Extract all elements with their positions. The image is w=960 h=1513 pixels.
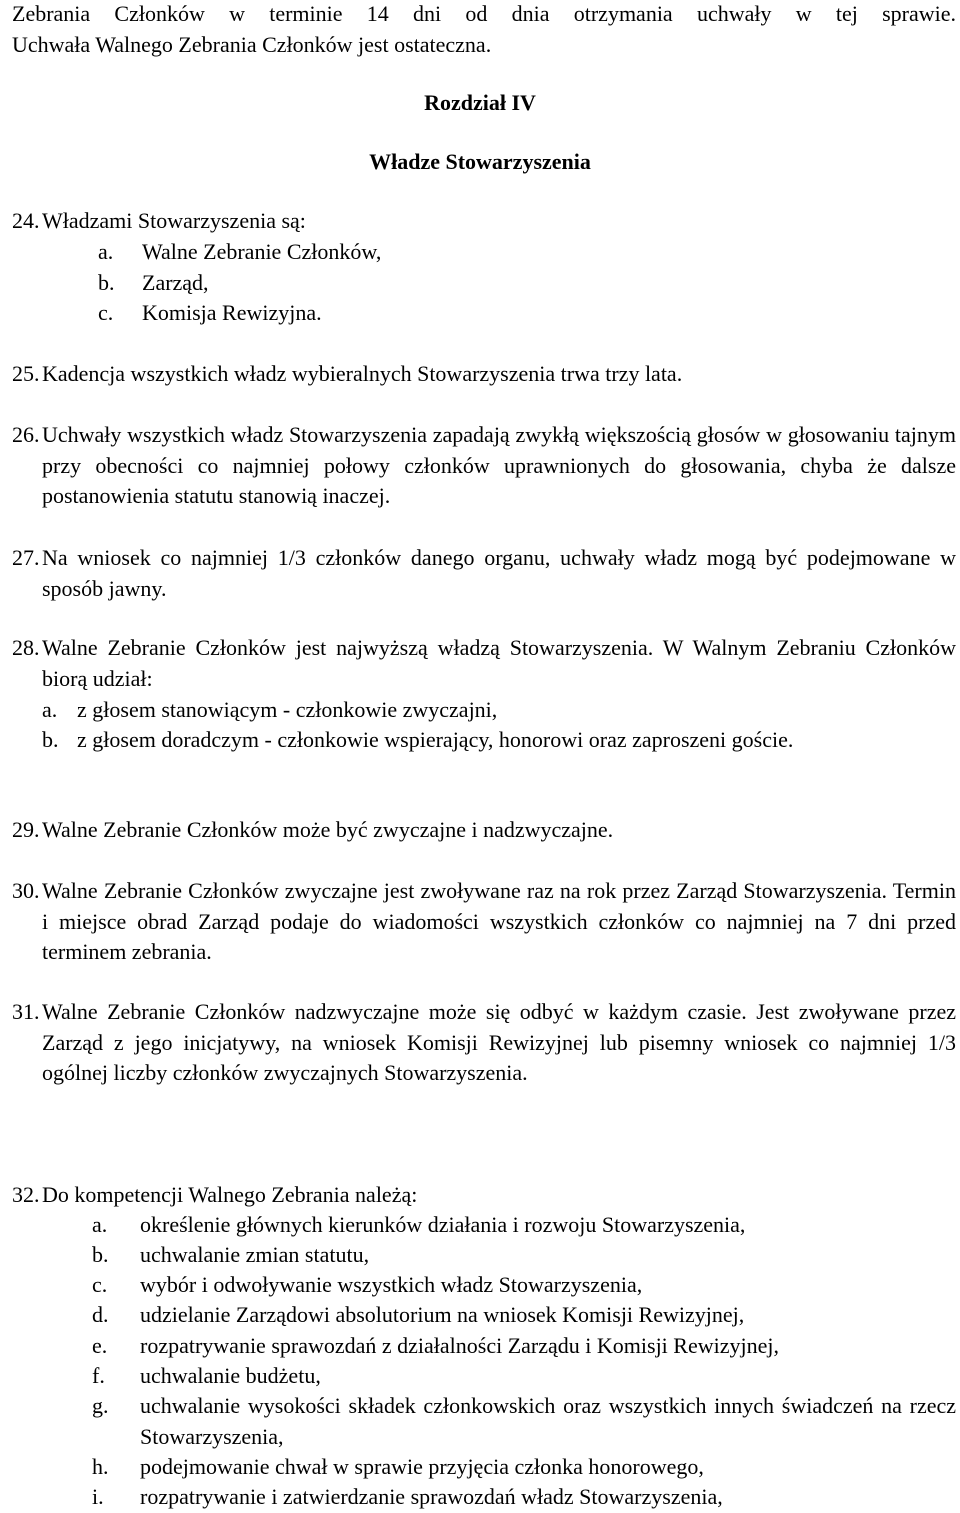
list-letter: c.	[98, 300, 114, 325]
article-27	[12, 543, 956, 604]
article-number: 29.	[12, 817, 40, 842]
list-item	[12, 1452, 956, 1483]
list-text: udzielanie Zarządowi absolutorium na wniosek Komisji Rewizyjnej,	[140, 1302, 745, 1327]
article-text: Walne Zebranie Członków może być zwyczajne i nadzwyczajne.	[42, 817, 614, 842]
article-24	[12, 206, 956, 237]
list-letter: f.	[92, 1363, 105, 1388]
list-item	[12, 1482, 956, 1513]
article-29	[12, 815, 956, 846]
list-item	[12, 1270, 956, 1301]
list-letter: a.	[98, 239, 114, 264]
list-letter: b.	[42, 727, 59, 752]
article-text: Kadencja wszystkich władz wybieralnych Stowarzyszenia trwa trzy lata.	[42, 361, 683, 386]
article-number: 30.	[12, 878, 40, 903]
intro-line-2: Uchwała Walnego Zebrania Członków jest ostateczna.	[12, 31, 492, 57]
article-number: 32.	[12, 1182, 40, 1207]
list-letter: d.	[92, 1302, 109, 1327]
list-text: Komisja Rewizyjna.	[142, 300, 322, 325]
list-item	[12, 298, 956, 329]
article-number: 27.	[12, 545, 40, 570]
article-28	[12, 633, 956, 694]
list-letter: a.	[42, 697, 58, 722]
list-text: określenie głównych kierunków działania i rozwoju Stowarzyszenia,	[140, 1212, 746, 1237]
article-number: 31.	[12, 999, 40, 1024]
article-number: 28.	[12, 635, 40, 660]
list-letter: c.	[92, 1272, 108, 1297]
list-item	[12, 1210, 956, 1241]
article-text: Uchwały wszystkich władz Stowarzyszenia zapadają zwykłą większością głosów w głosowaniu tajnym przy obecności co najmniej połowy członków uprawnionych do głosowania, chyba że dalsze postanowienia statutu stanowią inaczej.	[42, 422, 956, 509]
list-item	[12, 1240, 956, 1271]
list-letter: g.	[92, 1393, 109, 1418]
article-text: Walne Zebranie Członków jest najwyższą władzą Stowarzyszenia. W Walnym Zebraniu Członków biorą udział:	[42, 635, 956, 691]
list-text: z głosem doradczym - członkowie wspierający, honorowi oraz zaproszeni goście.	[77, 727, 794, 752]
article-30	[12, 876, 956, 968]
list-item	[12, 695, 956, 726]
list-item	[12, 268, 956, 299]
list-letter: b.	[92, 1242, 109, 1267]
list-item	[12, 1391, 956, 1452]
list-letter: b.	[98, 270, 115, 295]
list-item	[12, 725, 956, 756]
article-26	[12, 420, 956, 512]
list-letter: h.	[92, 1454, 109, 1479]
list-item	[12, 1300, 956, 1331]
article-25	[12, 359, 956, 390]
article-text: Władzami Stowarzyszenia są:	[42, 208, 306, 233]
list-text: z głosem stanowiącym - członkowie zwyczajni,	[77, 697, 498, 722]
list-text: podejmowanie chwał w sprawie przyjęcia członka honorowego,	[140, 1454, 704, 1479]
article-32	[12, 1180, 956, 1211]
list-letter: i.	[92, 1484, 104, 1509]
article-number: 26.	[12, 422, 40, 447]
list-item	[12, 1331, 956, 1362]
list-letter: e.	[92, 1333, 108, 1358]
list-text: uchwalanie wysokości składek członkowskich oraz wszystkich innych świadczeń na rzecz Stowarzyszenia,	[140, 1393, 956, 1449]
list-text: Zarząd,	[142, 270, 209, 295]
article-number: 25.	[12, 361, 40, 386]
list-text: rozpatrywanie i zatwierdzanie sprawozdań władz Stowarzyszenia,	[140, 1484, 723, 1509]
article-number: 24.	[12, 208, 40, 233]
article-text: Walne Zebranie Członków zwyczajne jest zwoływane raz na rok przez Zarząd Stowarzyszenia. Termin i miejsce obrad Zarząd podaje do wiadomości wszystkich członków co najmniej na 7 dni przed terminem zebrania.	[42, 878, 956, 965]
list-text: rozpatrywanie sprawozdań z działalności Zarządu i Komisji Rewizyjnej,	[140, 1333, 779, 1358]
list-text: wybór i odwoływanie wszystkich władz Stowarzyszenia,	[140, 1272, 643, 1297]
article-text: Na wniosek co najmniej 1/3 członków danego organu, uchwały władz mogą być podejmowane w sposób jawny.	[42, 545, 956, 601]
list-text: uchwalanie budżetu,	[140, 1363, 321, 1388]
intro-line-1: Zebrania Członków w terminie 14 dni od dnia otrzymania uchwały w tej sprawie.	[12, 1, 956, 26]
chapter-title: Władze Stowarzyszenia	[369, 149, 591, 174]
intro-paragraph	[12, 0, 956, 60]
list-item	[12, 237, 956, 268]
list-text: Walne Zebranie Członków,	[142, 239, 382, 264]
article-text: Do kompetencji Walnego Zebrania należą:	[42, 1182, 418, 1207]
chapter-number: Rozdział IV	[424, 90, 536, 115]
article-31	[12, 997, 956, 1089]
list-text: uchwalanie zmian statutu,	[140, 1242, 370, 1267]
article-text: Walne Zebranie Członków nadzwyczajne może się odbyć w każdym czasie. Jest zwoływane przez Zarząd z jego inicjatywy, na wniosek Komisji Rewizyjnej lub pisemny wniosek co najmniej 1/3 ogólnej liczby członków zwyczajnych Stowarzyszenia.	[42, 999, 956, 1086]
list-letter: a.	[92, 1212, 108, 1237]
list-item	[12, 1361, 956, 1392]
